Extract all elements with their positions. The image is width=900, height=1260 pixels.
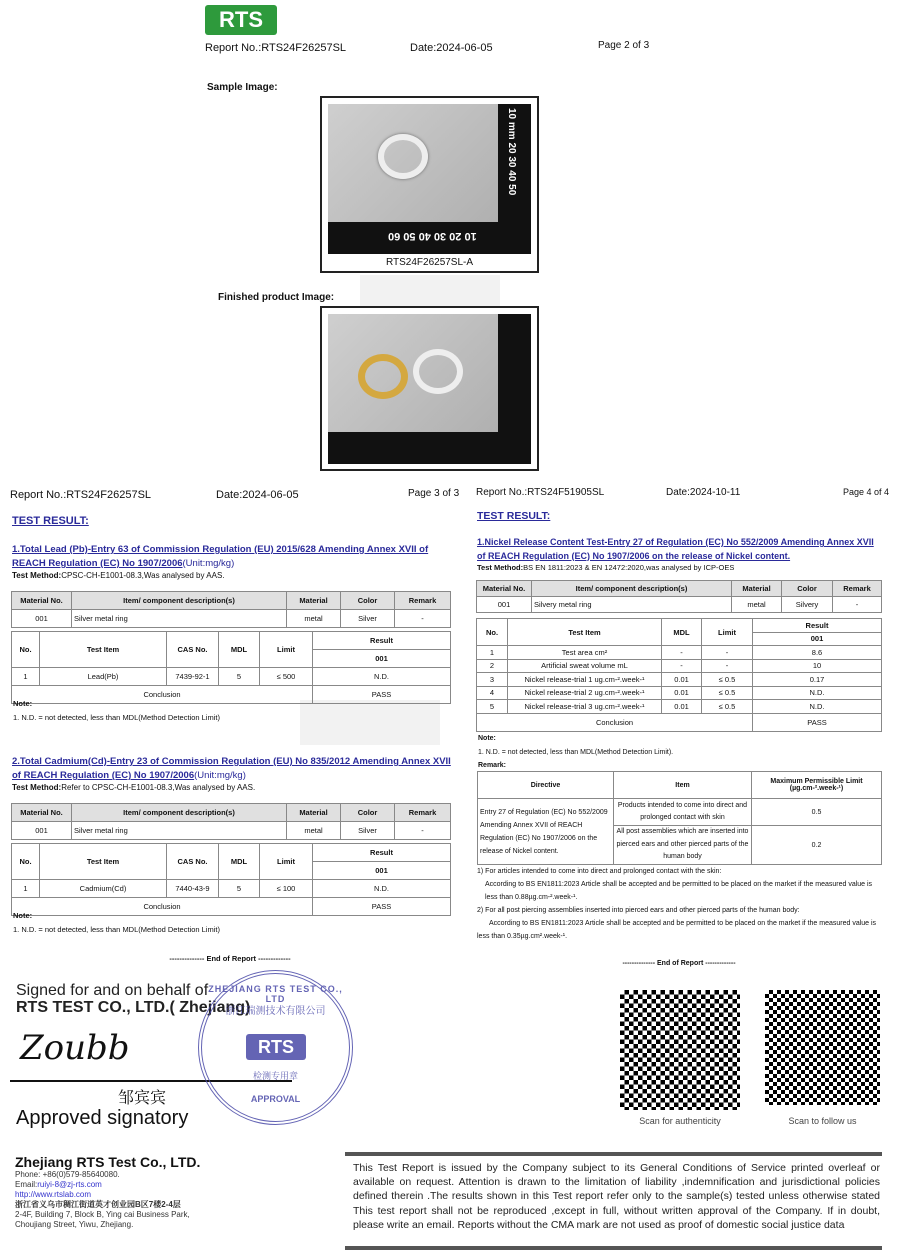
footnote: 1) For articles intended to come into direct and prolonged contact with the skin: (477, 868, 722, 875)
column-header: No. (477, 619, 508, 646)
column-header: Item/ component description(s) (72, 804, 287, 822)
column-header: Remark (833, 581, 882, 597)
nickel-section (477, 536, 877, 572)
item-header: Item (614, 772, 752, 799)
limit-header (752, 772, 882, 799)
conclusion-label: Conclusion (12, 686, 313, 704)
conclusion-label: Conclusion (477, 713, 753, 731)
column-header: Remark (395, 592, 451, 610)
phone: Phone: +86(0)579-85640080. (15, 1170, 120, 1179)
disclaimer: This Test Report is issued by the Company subject to its General Conditions of Service printed overleaf or available on request. Attention is drawn to the limitation of liability ,indemnification and jurisdictional policies defined therein .The results shown in this Test report refer only to the sample(s) tested unless otherwise stated This test report shall not be reproduced ,except in full, without written approval of the Company. If in doubt, please write an email. Reports without the CMA mark are not used as proof of domestic social justice data (345, 1152, 882, 1250)
column-header: Remark (395, 804, 451, 822)
column-header: Material (732, 581, 782, 597)
column-header: 001 (313, 862, 451, 880)
column-header: Result (313, 632, 451, 650)
result-cell: Nickel release-trial 2 ug.cm-².week-¹ (508, 686, 662, 700)
directive-header: Directive (478, 772, 614, 799)
result-cell: 1 (477, 646, 508, 660)
stamp-sub: 检测专用章 (252, 1071, 298, 1081)
column-header: Material No. (477, 581, 532, 597)
material-table (11, 591, 451, 628)
material-cell: - (833, 597, 882, 613)
qr-code-follow[interactable] (765, 990, 880, 1105)
method-label: Test Method: (12, 783, 62, 792)
column-header: Color (341, 804, 395, 822)
result-cell: 7439-92-1 (167, 668, 219, 686)
silver-ring (413, 349, 463, 394)
sign-line-1: Signed for and on behalf of (16, 982, 209, 999)
column-header: 001 (313, 650, 451, 668)
note-label: Note: (13, 911, 33, 920)
lead-note (13, 697, 220, 725)
remark-label: Remark: (478, 762, 507, 769)
result-cell: Nickel release-trial 1 ug.cm-².week-¹ (508, 673, 662, 687)
table-row (477, 659, 882, 673)
signature: Zoubb (20, 1028, 130, 1068)
column-header: MDL (219, 632, 260, 668)
sign-line-2: RTS TEST CO., LTD.( Zhejiang) (16, 999, 251, 1016)
result-cell: 4 (477, 686, 508, 700)
result-cell: 10 (753, 659, 882, 673)
result-cell: 7440-43-9 (167, 880, 219, 898)
result-cell: N.D. (753, 700, 882, 714)
item-cell: Products intended to come into direct and prolonged contact with skin (614, 799, 752, 826)
address-line-1: 2-4F, Building 7, Block B, Ying cai Business Park, (15, 1210, 190, 1219)
stamp-approval: APPROVAL (250, 1094, 301, 1104)
table-row (477, 646, 882, 660)
qr-caption: Scan to follow us (788, 1116, 857, 1126)
test-result-heading: TEST RESULT: (12, 515, 89, 527)
test-result-heading: TEST RESULT: (477, 510, 551, 522)
result-table (11, 631, 451, 704)
material-cell: Silver metal ring (72, 822, 287, 840)
material-cell: Silver (341, 822, 395, 840)
result-cell: - (702, 659, 753, 673)
website-link[interactable]: http://www.rtslab.com (15, 1190, 92, 1199)
stamp-ring-text: ZHEJIANG RTS TEST CO., LTD (208, 984, 343, 1004)
company-stamp (198, 970, 353, 1125)
material-cell: Silvery metal ring (532, 597, 732, 613)
column-header: Result (753, 619, 882, 633)
column-header: Test Item (508, 619, 662, 646)
result-cell: 0.17 (753, 673, 882, 687)
result-cell: 2 (477, 659, 508, 673)
material-cell: 001 (12, 610, 72, 628)
column-header: Item/ component description(s) (532, 581, 732, 597)
column-header: Limit (260, 844, 313, 880)
approved-signatory: Approved signatory (16, 1107, 189, 1129)
signatory-name: 邹宾宾 (118, 1090, 167, 1107)
result-cell: 8.6 (753, 646, 882, 660)
material-cell: - (395, 822, 451, 840)
result-cell: Artificial sweat volume mL (508, 659, 662, 673)
cadmium-note (13, 909, 220, 937)
report-number: Report No.:RTS24F26257SL (205, 42, 347, 54)
footnote: According to BS EN1811:2023 Article shall be accepted and be permitted to be placed on the market if the measured value is less than 0.35µg.cm².week-¹. (477, 920, 877, 940)
material-cell: metal (287, 822, 341, 840)
limit-header-text: Maximum Permissible Limit (770, 778, 863, 785)
column-header: CAS No. (167, 632, 219, 668)
ruler-bottom (328, 222, 531, 254)
result-cell: - (662, 646, 702, 660)
material-cell: Silvery (782, 597, 833, 613)
material-cell: metal (732, 597, 782, 613)
section-title: 2.Total Cadmium(Cd)-Entry 23 of Commission Regulation (EU) No 835/2012 Amending Annex XVII of REACH Regulation (EC) No 1907/2006 (12, 756, 451, 781)
table-row (477, 700, 882, 714)
result-cell: 1 (12, 668, 40, 686)
conclusion-value: PASS (313, 898, 451, 916)
method-text: CPSC-CH-E1001-08.3,Was analysed by AAS. (61, 571, 225, 580)
report-number: Report No.:RTS24F51905SL (476, 487, 605, 498)
end-of-report: -------------- End of Report ------------- (622, 960, 736, 967)
column-header: Item/ component description(s) (72, 592, 287, 610)
result-cell: 5 (219, 880, 260, 898)
ruler-bottom (328, 432, 531, 464)
column-header: MDL (219, 844, 260, 880)
company-name: Zhejiang RTS Test Co., LTD. (15, 1154, 201, 1170)
report-date: Date:2024-06-05 (216, 489, 299, 501)
ruler-side (498, 104, 531, 222)
nickel-result-table (476, 618, 882, 732)
result-cell: 3 (477, 673, 508, 687)
table-row (477, 686, 882, 700)
limit-unit: (µg.cm-².week-¹) (789, 785, 844, 792)
nickel-note (478, 732, 673, 773)
stamp-logo: RTS (246, 1034, 306, 1060)
note-text: 1. N.D. = not detected, less than MDL(Method Detection Limit) (13, 713, 220, 722)
result-cell: ≤ 0.5 (702, 673, 753, 687)
limit-cell: 0.5 (752, 799, 882, 826)
note-text: 1. N.D. = not detected, less than MDL(Method Detection Limit). (478, 748, 674, 756)
finished-photo (328, 314, 531, 464)
material-cell: metal (287, 610, 341, 628)
ruler-side-scale: 10 mm 20 30 40 50 (506, 108, 517, 196)
footnote: 2) For all post piercing assemblies inserted into pierced ears and other pierced parts of the human body: (477, 907, 800, 914)
note-label: Note: (13, 699, 33, 708)
stamp-cn-text: 浙江瑞测技术有限公司 (225, 1006, 326, 1017)
sample-image-frame (320, 96, 539, 273)
material-table (11, 803, 451, 840)
column-header: Test Item (40, 844, 167, 880)
column-header: MDL (662, 619, 702, 646)
directive-cell: Entry 27 of Regulation (EC) No 552/2009 Amending Annex XVII of REACH Regulation (EC) No 1907/2006 on the release of Nickel content. (478, 799, 614, 865)
report-date: Date:2024-06-05 (410, 42, 493, 54)
result-cell: Cadmium(Cd) (40, 880, 167, 898)
column-header: Material No. (12, 804, 72, 822)
sample-caption: RTS24F26257SL-A (385, 257, 474, 268)
qr-caption: Scan for authenticity (639, 1116, 721, 1126)
result-cell: Nickel release-trial 3 ug.cm-².week-¹ (508, 700, 662, 714)
method-text: Refer to CPSC-CH-E1001-08.3,Was analysed by AAS. (61, 783, 256, 792)
sample-image-label: Sample Image: (207, 82, 278, 93)
column-header: Color (782, 581, 833, 597)
cadmium-section (12, 755, 452, 792)
gold-ring (358, 354, 408, 399)
unit-label: (Unit:mg/kg) (182, 558, 235, 569)
finished-image-frame (320, 306, 539, 471)
result-cell: 0.01 (662, 686, 702, 700)
column-header: Color (341, 592, 395, 610)
result-cell: 5 (477, 700, 508, 714)
column-header: Material (287, 592, 341, 610)
page-number: Page 2 of 3 (598, 40, 650, 51)
material-table (476, 580, 882, 613)
watermark (300, 700, 440, 745)
column-header: No. (12, 844, 40, 880)
address-line-2: Choujiang Street, Yiwu, Zhejiang. (15, 1220, 134, 1229)
email-label: Email: (15, 1180, 38, 1189)
finished-image-label: Finished product Image: (218, 292, 335, 303)
report-date: Date:2024-10-11 (666, 487, 741, 498)
note-label: Note: (478, 735, 496, 742)
report-number: Report No.:RTS24F26257SL (10, 489, 152, 501)
section-title: 1.Nickel Release Content Test-Entry 27 of Regulation (EC) No 552/2009 Amending Annex XVII of REACH Regulation (EC) No 1907/2006 on the release of Nickel content. (477, 537, 874, 561)
page-number: Page 3 of 3 (408, 488, 460, 499)
result-cell: 5 (219, 668, 260, 686)
result-cell: ≤ 500 (260, 668, 313, 686)
conclusion-value: PASS (313, 686, 451, 704)
result-cell: ≤ 100 (260, 880, 313, 898)
section-title: 1.Total Lead (Pb)-Entry 63 of Commission Regulation (EU) 2015/628 Amending Annex XVII of REACH Regulation (EC) No 1907/2006 (12, 544, 429, 569)
column-header: 001 (753, 632, 882, 646)
limit-cell: 0.2 (752, 826, 882, 865)
remark-table (477, 771, 882, 865)
column-header: CAS No. (167, 844, 219, 880)
item-cell: All post assemblies which are inserted into pierced ears and other pierced parts of the human body (614, 826, 752, 865)
lead-section (12, 543, 452, 580)
result-cell: - (702, 646, 753, 660)
column-header: No. (12, 632, 40, 668)
material-cell: - (395, 610, 451, 628)
result-cell: 0.01 (662, 700, 702, 714)
table-row (477, 673, 882, 687)
result-cell: - (662, 659, 702, 673)
email-link[interactable]: ruiyi-8@zj-rts.com (37, 1180, 102, 1189)
result-cell: ≤ 0.5 (702, 686, 753, 700)
sample-photo (328, 104, 531, 254)
qr-code-authenticity[interactable] (620, 990, 740, 1110)
note-text: 1. N.D. = not detected, less than MDL(Method Detection Limit) (13, 925, 220, 934)
page-number: Page 4 of 4 (843, 487, 890, 497)
column-header: Material No. (12, 592, 72, 610)
column-header: Material (287, 804, 341, 822)
result-cell: 0.01 (662, 673, 702, 687)
company-contact (15, 1154, 315, 1230)
conclusion-value: PASS (753, 713, 882, 731)
method-label: Test Method: (12, 571, 62, 580)
ruler-side (498, 314, 531, 432)
material-cell: Silver (341, 610, 395, 628)
footnote: According to BS EN1811:2023 Article shall be accepted and be permitted to be placed on the market if the measured value is less than 0.88µg.cm-².week-¹. (485, 881, 873, 901)
ruler-scale: 10 20 30 40 50 60 (388, 230, 477, 242)
result-cell: Test area cm² (508, 646, 662, 660)
result-cell: N.D. (313, 668, 451, 686)
material-cell: Silver metal ring (72, 610, 287, 628)
result-cell: Lead(Pb) (40, 668, 167, 686)
result-table (11, 843, 451, 916)
column-header: Test Item (40, 632, 167, 668)
silver-ring (378, 134, 428, 179)
column-header: Result (313, 844, 451, 862)
material-cell: 001 (12, 822, 72, 840)
result-cell: 1 (12, 880, 40, 898)
method-text: BS EN 1811:2023 & EN 12472:2020,was analysed by ICP-OES (523, 563, 735, 572)
address-cn: 浙江省义乌市稠江街道英才创业园B区7楼2-4层 (15, 1200, 181, 1209)
unit-label: (Unit:mg/kg) (194, 770, 246, 781)
result-cell: N.D. (313, 880, 451, 898)
conclusion-label: Conclusion (12, 898, 313, 916)
material-cell: 001 (477, 597, 532, 613)
method-label: Test Method: (477, 563, 524, 572)
footnotes (477, 865, 885, 943)
result-cell: N.D. (753, 686, 882, 700)
column-header: Limit (260, 632, 313, 668)
rts-logo: RTS (205, 5, 277, 35)
end-of-report: -------------- End of Report ------------- (169, 954, 291, 963)
column-header: Limit (702, 619, 753, 646)
result-cell: ≤ 0.5 (702, 700, 753, 714)
